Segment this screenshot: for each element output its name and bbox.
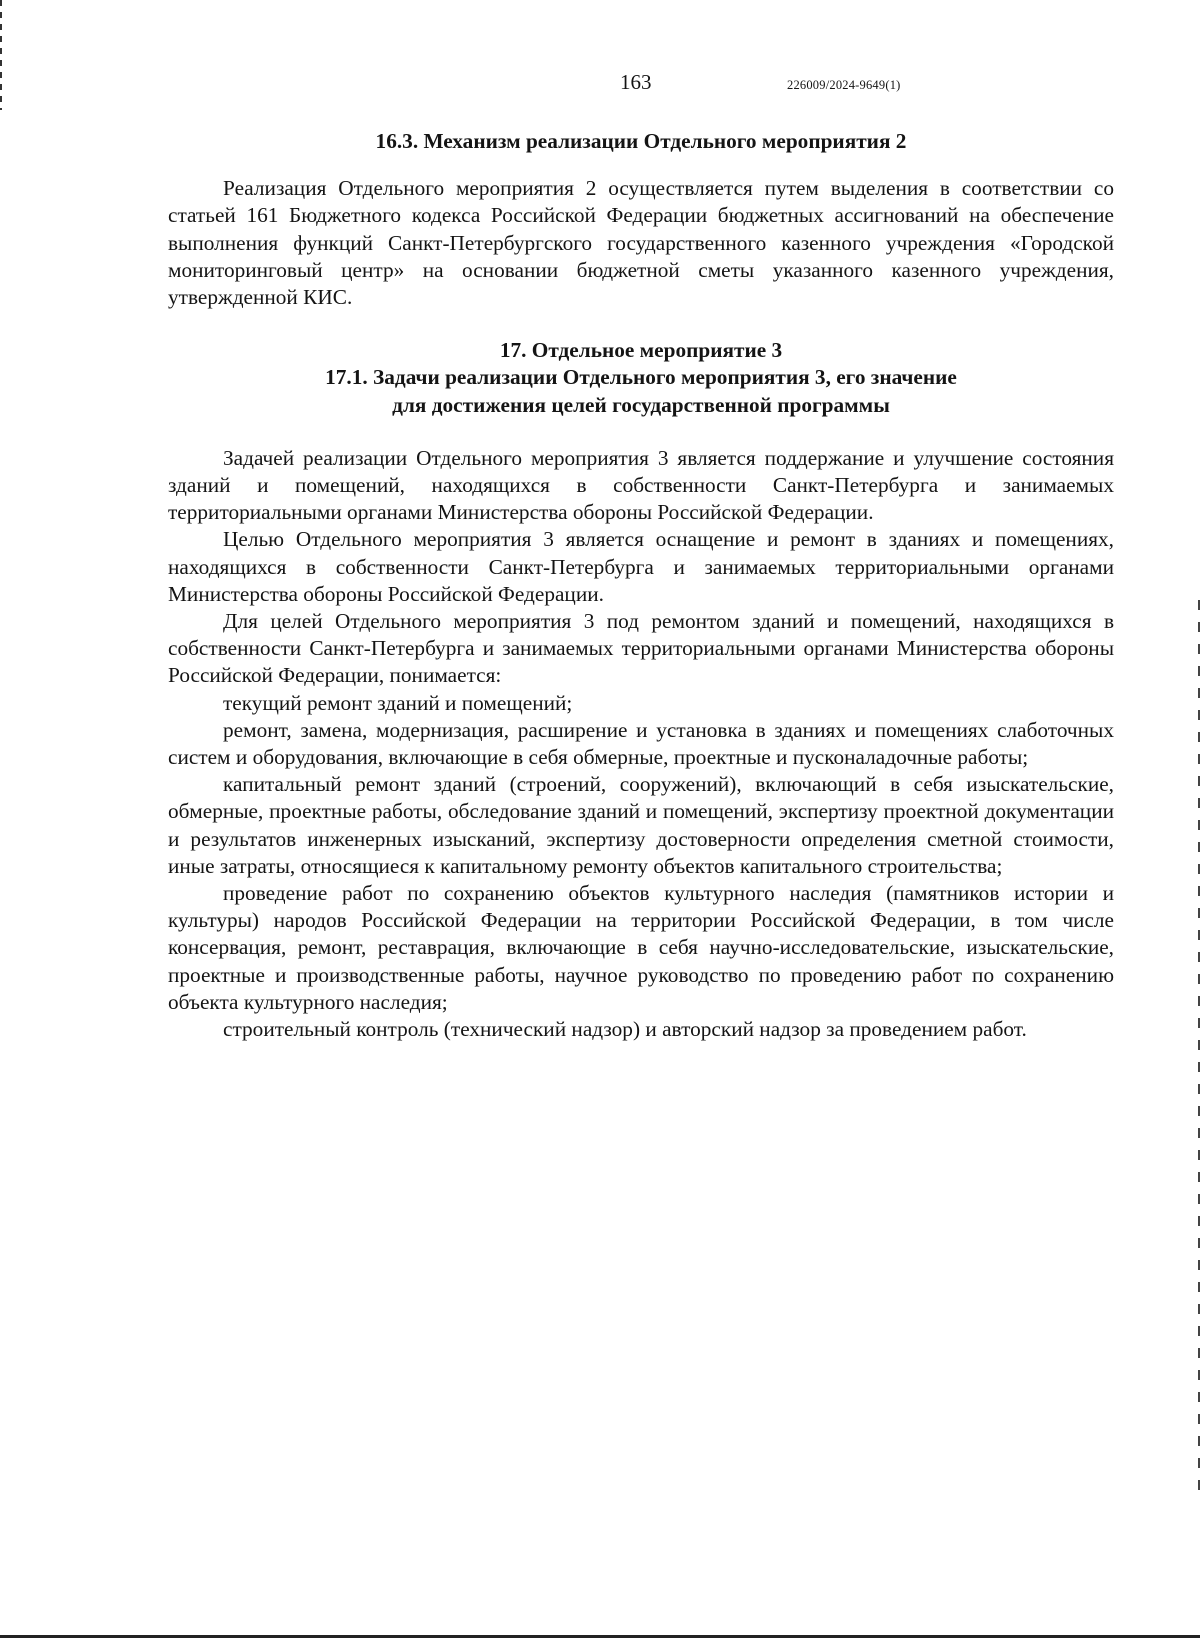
document-body [168,128,1114,1043]
paragraph-17-tasks: Задачей реализации Отдельного мероприятия 3 является поддержание и улучшение состояния зданий и помещений, находящихся в собственности Санкт-Петербурга и занимаемых территориальными органами Министерства обороны Российской Федерации. [168,445,1114,525]
section-heading-16-3: 16.3. Механизм реализации Отдельного мероприятия 2 [375,129,907,153]
page-header [0,70,1200,100]
document-number: 226009/2024-9649(1) [787,78,901,92]
paragraph-17-repair-definition: Для целей Отдельного мероприятия 3 под ремонтом зданий и помещений, находящихся в собственности Санкт-Петербурга и занимаемых территориальными органами Министерства обороны Российской Федерации, понимается: [168,609,1114,688]
list-item-low-voltage-systems: ремонт, замена, модернизация, расширение и установка в зданиях и помещениях слаботочных систем и оборудования, включающие в себя обмерные, проектные и пусконаладочные работы; [168,717,1114,770]
paragraph-17-goal: Целью Отдельного мероприятия 3 является оснащение и ремонт в зданиях и помещениях, находящихся в собственности Санкт-Петербурга и занимаемых территориальными органами Министерства обороны Российской Федерации. [168,527,1114,606]
subsection-heading-17-1-line1: 17.1. Задачи реализации Отдельного мероприятия 3, его значение [325,365,957,390]
list-item-construction-control: строительный контроль (технический надзор) и авторский надзор за проведением работ. [223,1017,1027,1042]
section-heading-17: 17. Отдельное мероприятие 3 [499,338,783,363]
subsection-heading-17-1-line2: для достижения целей государственной программы [392,392,890,417]
list-item-cultural-heritage: проведение работ по сохранению объектов культурного наследия (памятников истории и культуры) народов Российской Федерации на территории Российской Федерации, в том числе консервация, ремонт, реставрация, включающие в себя научно-исследовательские, изыскательские, проектные и производственные работы, научное руководство по проведению работ по сохранению объекта культурного наследия; [168,881,1114,1014]
paragraph-16-3: Реализация Отдельного мероприятия 2 осуществляется путем выделения в соответствии со статьей 161 Бюджетного кодекса Российской Федерации бюджетных ассигнований на обеспечение выполнения функций Санкт-Петербургского государственного казенного учреждения «Городской мониторинговый центр» на основании бюджетной сметы указанного казенного учреждения, утвержденной КИС. [168,176,1114,310]
list-item-current-repair: текущий ремонт зданий и помещений; [223,690,573,715]
page-number: 163 [620,70,652,94]
list-item-capital-repair: капитальный ремонт зданий (строений, сооружений), включающий в себя изыскательские, обмерные, проектные работы, обследование зданий и помещений, экспертизу проектной документации и результатов инженерных изысканий, экспертизу достоверности определения сметной стоимости, иные затраты, относящиеся к капитальному ремонту объектов капитального строительства; [168,772,1114,878]
